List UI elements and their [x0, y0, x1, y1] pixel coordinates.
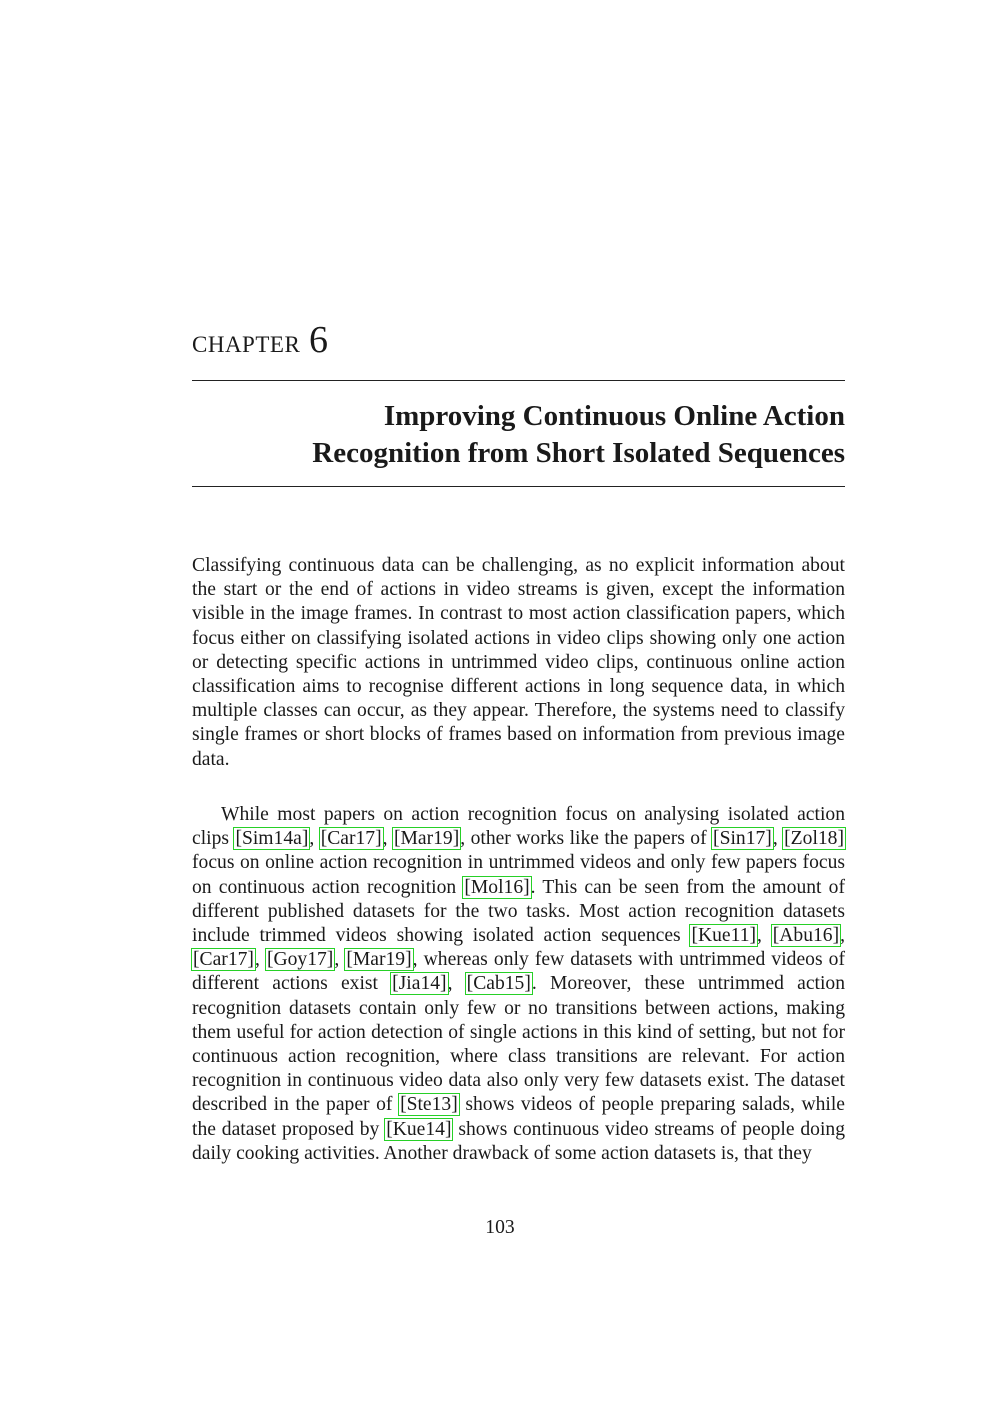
citation-link[interactable]: [Mar19]	[346, 949, 412, 971]
citation-link[interactable]: [Sim14a]	[235, 828, 309, 850]
paragraph-2-text: , other works like the papers of	[460, 828, 713, 850]
paragraph-2-text: While most papers on action recognition focus on analysing isolated action clips	[192, 804, 845, 850]
paragraph-2-text: ,	[772, 828, 784, 850]
citation-link[interactable]: [Sin17]	[713, 828, 772, 850]
paragraph-2-text: ,	[757, 925, 772, 947]
paragraph-2	[192, 803, 845, 1166]
citation-link[interactable]: [Jia14]	[392, 973, 447, 995]
page-number: 103	[485, 1217, 515, 1238]
chapter-title-line-2: Recognition from Short Isolated Sequences	[312, 437, 845, 469]
paragraph-2-text: ,	[447, 973, 466, 995]
citation-link[interactable]: [Mol16]	[464, 876, 530, 898]
paragraph-2-text: . Moreover, these untrimmed action recognition datasets contain only few or no transitions between actions, making them useful for action detection of single actions in this kind of setting, but not for continuous action recognition, where class transitions are relevant. For action recognition in continuous video data also only very few datasets exist. The dataset described in the paper of	[192, 973, 846, 1116]
chapter-word: chapter	[192, 324, 301, 360]
paragraph-2-text: ,	[254, 949, 266, 971]
citation-link[interactable]: [Kue14]	[386, 1118, 452, 1140]
paragraph-2-text: ,	[334, 949, 346, 971]
chapter-title	[205, 398, 845, 472]
paragraph-2-text: ,	[382, 828, 393, 850]
paragraph-2-text: ,	[840, 925, 846, 947]
citation-link[interactable]: [Abu16]	[772, 925, 840, 947]
paragraph-2-text: shows videos of people preparing salads, while the dataset proposed by	[192, 1094, 845, 1140]
citation-link[interactable]: [Mar19]	[393, 828, 460, 850]
paragraph-2-text: focus on online action recognition in untrimmed videos and only few papers focus on continuous action recognition	[192, 852, 845, 898]
chapter-bottom-rule	[192, 486, 845, 487]
citation-link[interactable]: [Zol18]	[784, 828, 845, 850]
paragraph-2-text: , whereas only few datasets with untrimmed videos of different actions exist	[192, 949, 846, 995]
paragraph-2-text: ,	[309, 828, 320, 850]
chapter-number: 6	[309, 319, 329, 361]
citation-link[interactable]: [Cab15]	[466, 973, 531, 995]
chapter-title-line-1: Improving Continuous Online Action	[383, 400, 845, 432]
chapter-top-rule	[192, 380, 845, 381]
citation-link[interactable]: [Kue11]	[691, 925, 757, 947]
citation-link[interactable]: [Goy17]	[266, 949, 334, 971]
paragraph-1: Classifying continuous data can be challenging, as no explicit information about the start or the end of actions in video streams is given, except the information visible in the image frames. In contrast to most action classification papers, which focus either on classifying isolated actions in video clips showing only one action or detecting specific actions in untrimmed video clips, continuous online action classification aims to recognise different actions in long sequence data, in which multiple classes can occur, as they appear. Therefore, the systems need to classify single frames or short blocks of frames based on information from previous image data.	[192, 555, 845, 770]
citation-link[interactable]: [Car17]	[193, 949, 254, 971]
paragraph-2-text: shows continuous video streams of people doing daily cooking activities. Another drawback of some action datasets is, that they	[192, 1118, 846, 1164]
citation-link[interactable]: [Car17]	[320, 828, 382, 850]
chapter-label	[192, 318, 329, 362]
paragraph-2-text: . This can be seen from the amount of different published datasets for the two tasks. Most action recognition datasets include trimmed videos showing isolated action sequences	[192, 876, 845, 947]
citation-link[interactable]: [Ste13]	[400, 1094, 458, 1116]
